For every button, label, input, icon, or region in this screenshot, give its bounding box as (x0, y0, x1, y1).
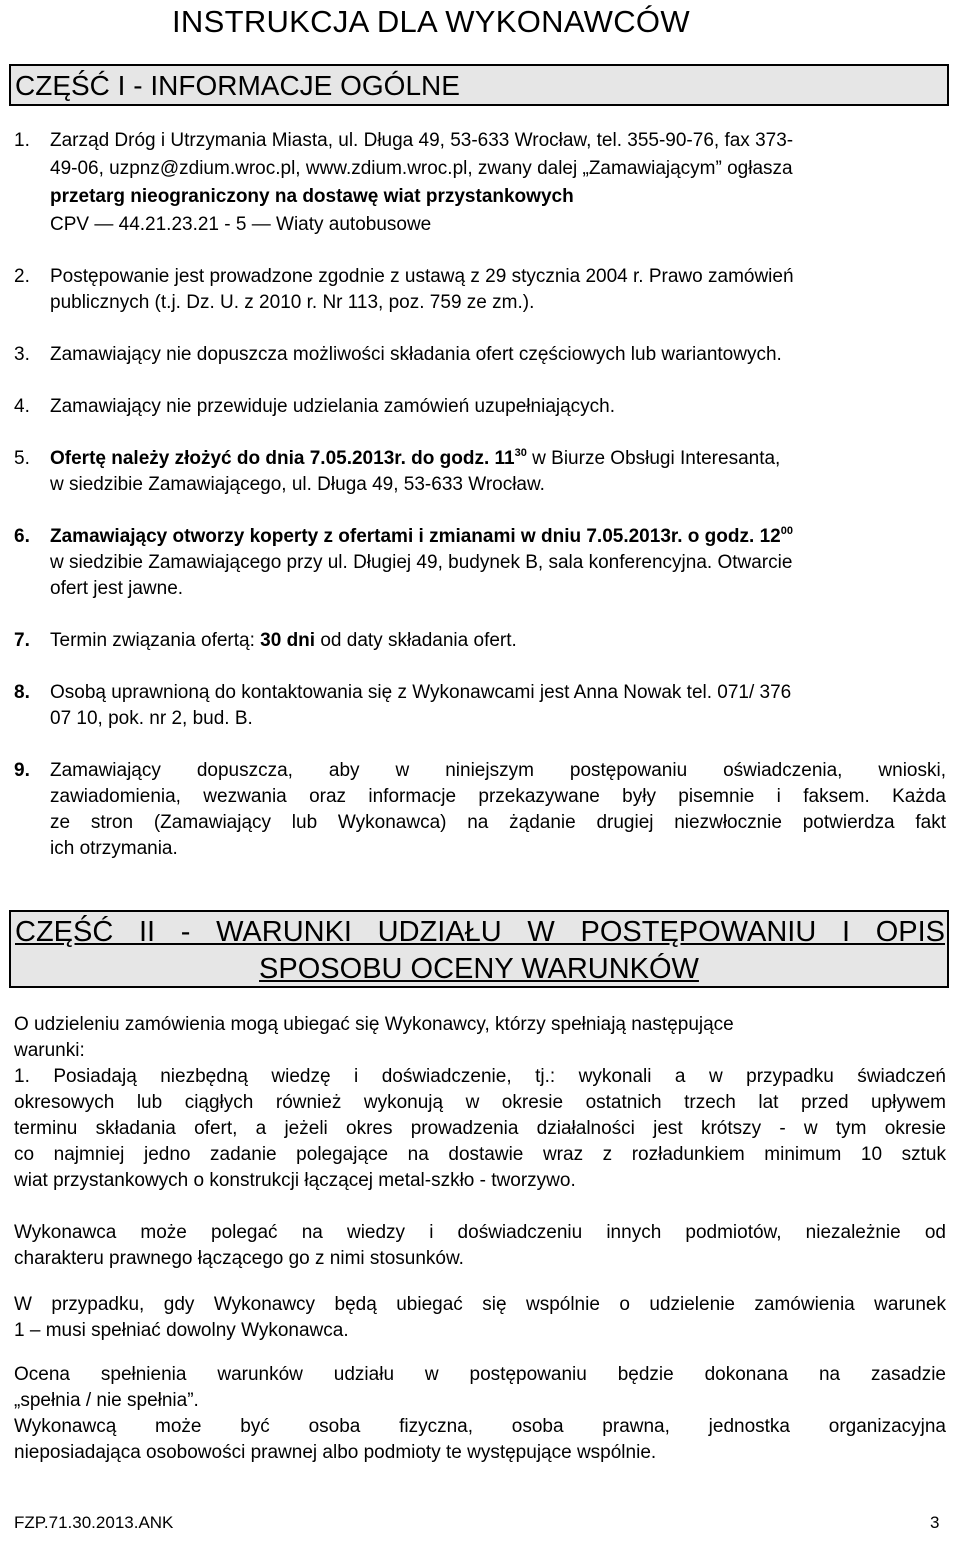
item-5-hour: 11 (494, 448, 515, 469)
item-5-deadline: Ofertę należy złożyć do dnia 7.05.2013r. do godz. (50, 448, 490, 469)
item-2-line-2: publicznych (t.j. Dz. U. z 2010 r. Nr 113, poz. 759 ze zm.). (50, 292, 535, 313)
item-9-line-3: ze stron (Zamawiający lub Wykonawca) na żądanie drugiej niezwłocznie potwierdza fakt (50, 812, 946, 833)
item-1-line-1: Zarząd Dróg i Utrzymania Miasta, ul. Długa 49, 53-633 Wrocław, tel. 355-90-76, fax 373- (50, 130, 794, 151)
item-4-number: 4. (14, 396, 30, 417)
item-6-line-3: ofert jest jawne. (50, 578, 184, 599)
item-9-line-4: ich otrzymania. (50, 838, 178, 859)
p5-line-1: Ocena spełnienia warunków udziału w postępowaniu będzie dokonana na zasadzie (14, 1364, 946, 1385)
p2-line-2: okresowych lub ciągłych również wykonują w okresie ostatnich trzech lat przed upływem (14, 1092, 946, 1113)
section-1-heading-box (9, 64, 949, 106)
item-5-line-1 (50, 446, 780, 472)
p3-line-2: charakteru prawnego łączącego go z nimi stosunków. (14, 1248, 464, 1269)
item-7-pre: Termin związania ofertą: (50, 630, 255, 651)
item-5-place: w Biurze Obsługi Interesanta, (532, 448, 781, 469)
item-8-number: 8. (14, 682, 30, 703)
footer-page-number: 3 (930, 1513, 940, 1532)
item-1-number: 1. (14, 130, 30, 151)
item-9-line-2: zawiadomienia, wezwania oraz informacje przekazywane były pisemnie i faksem. Każda (50, 786, 946, 807)
p1-line-2: warunki: (14, 1040, 85, 1061)
section-2-heading-line-1: CZĘŚĆ II - WARUNKI UDZIAŁU W POSTĘPOWANIU I OPIS (15, 916, 945, 948)
item-7-number: 7. (14, 630, 30, 651)
item-1-line-2: 49-06, uzpnz@zdium.wroc.pl, www.zdium.wroc.pl, zwany dalej „Zamawiającym” ogłasza (50, 158, 793, 179)
p3-line-1: Wykonawca może polegać na wiedzy i doświadczeniu innych podmiotów, niezależnie od (14, 1222, 946, 1243)
item-6-line-2: w siedzibie Zamawiającego przy ul. Długiej 49, budynek B, sala konferencyjna. Otwarcie (50, 552, 793, 573)
item-3-number: 3. (14, 344, 30, 365)
item-6-minutes: 00 (780, 525, 793, 537)
p1-line-1: O udzieleniu zamówienia mogą ubiegać się Wykonawcy, którzy spełniają następujące (14, 1014, 734, 1035)
p5-line-2: „spełnia / nie spełnia”. (14, 1390, 199, 1411)
item-5-number: 5. (14, 448, 30, 469)
item-4-text: Zamawiający nie przewiduje udzielania zamówień uzupełniających. (50, 396, 616, 417)
p6-line-2: nieposiadająca osobowości prawnej albo podmioty te występujące wspólnie. (14, 1442, 657, 1463)
item-6-hour: 12 (759, 526, 781, 547)
section-1-heading: CZĘŚĆ I - INFORMACJE OGÓLNE (15, 70, 460, 101)
item-2-line-1: Postępowanie jest prowadzone zgodnie z ustawą z 29 stycznia 2004 r. Prawo zamówień (50, 266, 794, 287)
item-2-number: 2. (14, 266, 30, 287)
page-title: INSTRUKCJA DLA WYKONAWCÓW (172, 4, 690, 39)
p2-line-4: co najmniej jedno zadanie polegające na dostawie wraz z rozładunkiem minimum 10 sztuk (14, 1144, 946, 1165)
footer-reference: FZP.71.30.2013.ANK (14, 1513, 174, 1532)
p4-line-1: W przypadku, gdy Wykonawcy będą ubiegać się wspólnie o udzielenie zamówienia warunek (14, 1294, 946, 1315)
p4-line-2: 1 – musi spełniać dowolny Wykonawca. (14, 1320, 349, 1341)
item-1-line-4: CPV — 44.21.23.21 - 5 — Wiaty autobusowe (50, 214, 432, 235)
item-5-line-2: w siedzibie Zamawiającego, ul. Długa 49, 53-633 Wrocław. (50, 474, 545, 495)
item-1-line-3: przetarg nieograniczony na dostawę wiat przystankowych (50, 186, 574, 207)
item-7-text (50, 628, 517, 654)
item-6-opening: Zamawiający otworzy koperty z ofertami i zmianami w dniu 7.05.2013r. o godz. (50, 526, 755, 547)
p2-line-1: 1. Posiadają niezbędną wiedzę i doświadczenie, tj.: wykonali a w przypadku świadczeń (14, 1066, 946, 1087)
p2-line-5: wiat przystankowych o konstrukcji łączącej metal-szkło - tworzywo. (14, 1170, 576, 1191)
p6-line-1: Wykonawcą może być osoba fizyczna, osoba prawna, jednostka organizacyjna (14, 1416, 946, 1437)
item-6-number: 6. (14, 526, 30, 547)
p2-line-3: terminu składania ofert, a jeżeli okres prowadzenia działalności jest krótszy - w tym okresie (14, 1118, 946, 1139)
item-9-number: 9. (14, 760, 30, 781)
section-2-heading-box (9, 910, 949, 988)
item-7-days: 30 dni (260, 630, 316, 651)
item-5-minutes: 30 (514, 447, 527, 459)
item-7-post: od daty składania ofert. (320, 630, 517, 651)
item-8-line-1: Osobą uprawnioną do kontaktowania się z Wykonawcami jest Anna Nowak tel. 071/ 376 (50, 682, 792, 703)
item-3-text: Zamawiający nie dopuszcza możliwości składania ofert częściowych lub wariantowych. (50, 344, 782, 365)
item-8-line-2: 07 10, pok. nr 2, bud. B. (50, 708, 253, 729)
item-6-line-1 (50, 524, 793, 550)
item-9-line-1: Zamawiający dopuszcza, aby w niniejszym postępowaniu oświadczenia, wnioski, (50, 760, 946, 781)
section-2-heading-line-2: SPOSOBU OCENY WARUNKÓW (259, 953, 699, 985)
